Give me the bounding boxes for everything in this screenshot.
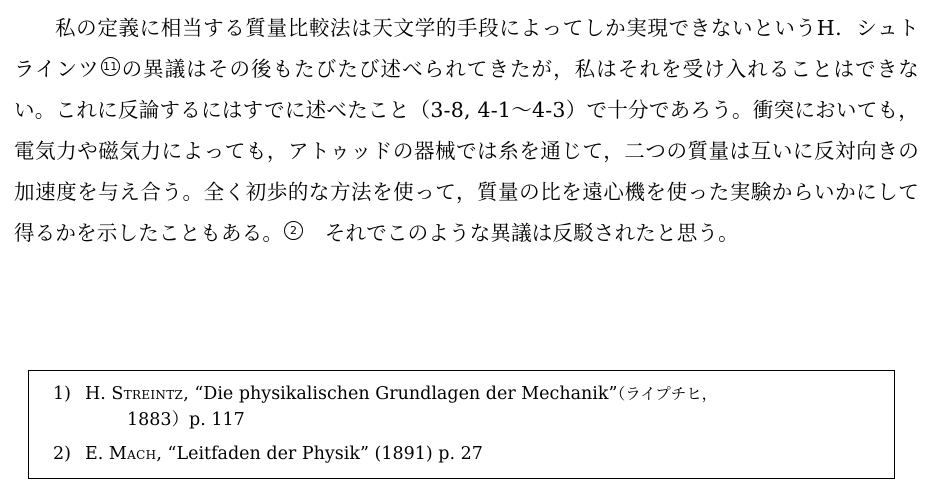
footnote-marker-2: 2 bbox=[284, 221, 303, 240]
footnote-title: “Die physikalischen Grundlagen der Mechanik” bbox=[194, 384, 618, 404]
footnote-title: “Leitfaden der Physik” bbox=[167, 444, 369, 464]
main-paragraph bbox=[14, 8, 919, 254]
paragraph-segment-2: の異議はその後もたびたび述べられてきたが，私はそれを受け入れることはできない。これに反論するにはすでに述べたこと（3-8, 4-1〜4-3）で十分であろう。衝突においても，電気力や磁気力によっても，アトゥッドの器械では糸を通じて，二つの質量は互いに反対向きの加速度を与え合う。全く初歩的な方法を使って，質量の比を遠心機を使った実験からいかにして得るかを示したこともある。 bbox=[14, 57, 920, 245]
body-text-block bbox=[14, 8, 919, 254]
footnote-item bbox=[43, 441, 880, 467]
footnote-author-initial: H. bbox=[85, 384, 106, 404]
paragraph-segment-3: それでこのような異議は反駁されたと思う。 bbox=[324, 221, 739, 245]
footnote-number: 1) bbox=[53, 384, 71, 404]
footnote-publisher: （ライプチヒ， bbox=[617, 385, 718, 403]
footnote-comma: , bbox=[156, 444, 162, 464]
paragraph-segment-1: 私の定義に相当する質量比較法は天文学的手段によってしか実現できないというH．シュトラインツ bbox=[14, 16, 919, 81]
footnote-author-name: Mach bbox=[108, 444, 157, 464]
footnote-publisher: (1891) p. 27 bbox=[374, 444, 483, 464]
footnote-author-name: Streintz bbox=[111, 384, 184, 404]
footnote-number: 2) bbox=[53, 444, 71, 464]
footnote-content bbox=[85, 441, 880, 467]
footnote-content bbox=[85, 381, 880, 433]
footnote-author-initial: E. bbox=[85, 444, 104, 464]
footnote-comma: , bbox=[183, 384, 189, 404]
footnote-item bbox=[43, 381, 880, 433]
footnotes-box bbox=[28, 370, 895, 479]
footnote-line-2: 1883）p. 117 bbox=[127, 410, 245, 430]
footnote-marker-1: 11 bbox=[101, 57, 120, 76]
